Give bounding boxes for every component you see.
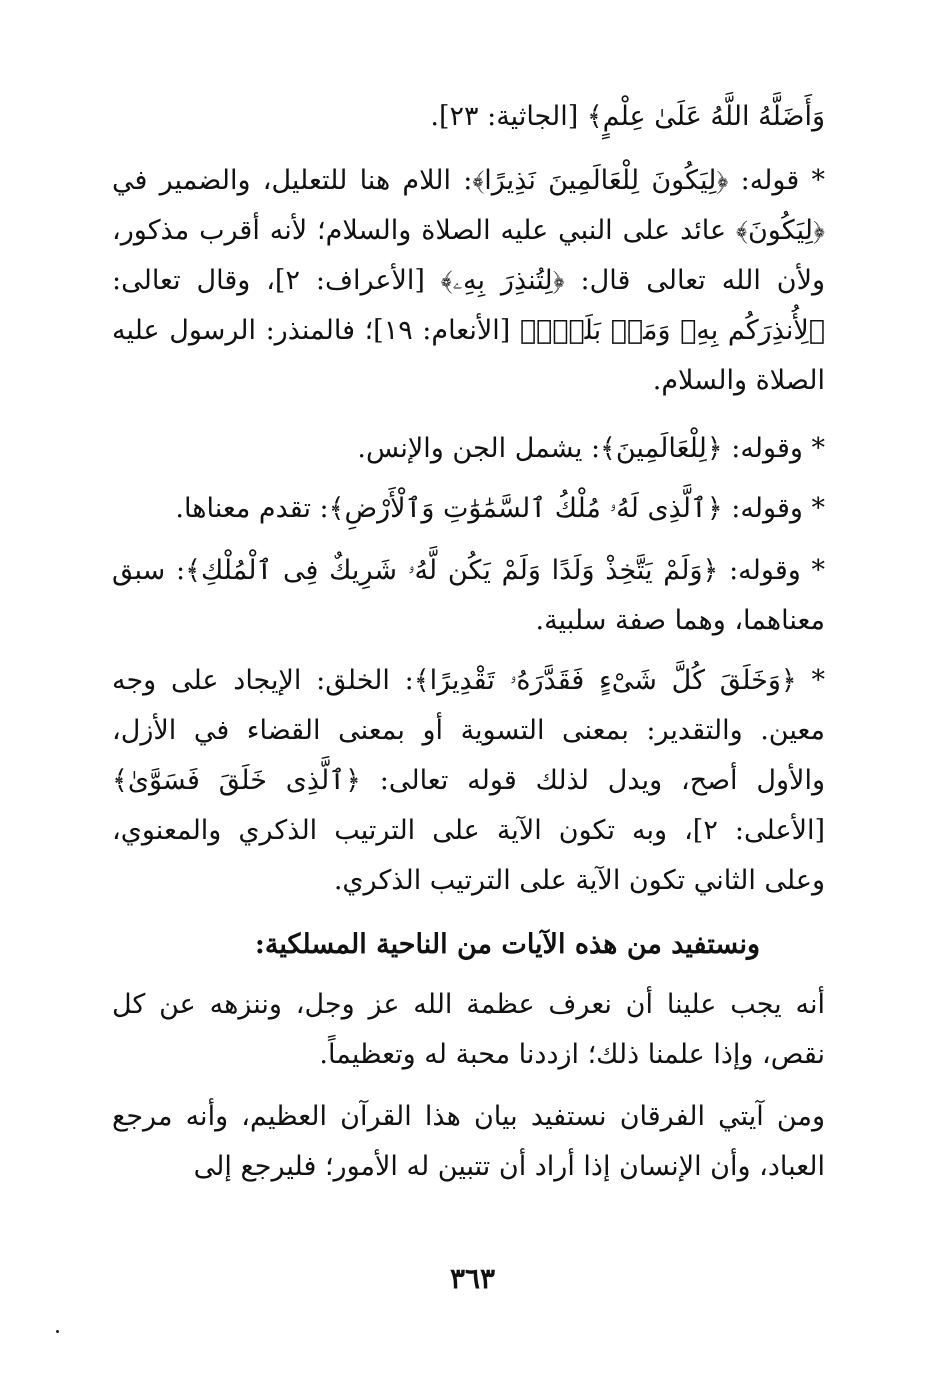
paragraph-walad: * وقوله: ﴿وَلَمْ يَتَّخِذْ وَلَدًا وَلَمْ يَكُن لَّهُۥ شَرِيكٌ فِى ٱلْمُلْكِ﴾: سبق معناهما، وهما صفة سلبية. bbox=[112, 555, 825, 636]
scan-speck bbox=[56, 1330, 59, 1333]
verse-continuation: وَأَضَلَّهُ اللَّهُ عَلَىٰ عِلْمٍ﴾ [الجاثية: ٢٣]. bbox=[430, 101, 825, 132]
paragraph-benefit: أنه يجب علينا أن نعرف عظمة الله عز وجل، وننزهه عن كل نقص، وإذا علمنا ذلك؛ ازددنا محبة له وتعظيماً. bbox=[112, 989, 825, 1070]
paragraph-nadhir: * قوله: ﴿لِيَكُونَ لِلْعَالَمِينَ نَذِيرًا﴾: اللام هنا للتعليل، والضمير في ﴿لِيَكُونَ﴾ عائد على النبي عليه الصلاة والسلام؛ لأنه أقرب مذكور، ولأن الله تعالى قال: ﴿لِتُنذِرَ بِهِۦ﴾ [الأعراف: ٢]، وقال تعالى: ﴿لِأُنذِرَكُم بِهِۦ وَمَنۢ بَلَغَۚ﴾ [الأنعام: ١٩]؛ فالمنذر: الرسول عليه الصلاة والسلام. bbox=[112, 165, 826, 396]
paragraph-khalq: * ﴿وَخَلَقَ كُلَّ شَىْءٍ فَقَدَّرَهُۥ تَقْدِيرًا﴾: الخلق: الإيجاد على وجه معين. والتقدير: بمعنى التسوية أو بمعنى القضاء في الأزل، والأول أصح، ويدل لذلك قوله تعالى: ﴿ٱلَّذِى خَلَقَ فَسَوَّىٰ﴾ [الأعلى: ٢]، وبه تكون الآية على الترتيب الذكري والمعنوي، وعلى الثاني تكون الآية على الترتيب الذكري. bbox=[112, 665, 826, 896]
paragraph-furqan: ومن آيتي الفرقان نستفيد بيان هذا القرآن العظيم، وأنه مرجع العباد، وأن الإنسان إذا أراد أن تتبين له الأمور؛ فليرجع إلى bbox=[112, 1101, 825, 1182]
section-heading: ونستفيد من هذه الآيات من الناحية المسلكية: bbox=[254, 929, 760, 960]
paragraph-mulk: * وقوله: ﴿ٱلَّذِى لَهُۥ مُلْكُ ٱلسَّمَٰوَٰتِ وَٱلْأَرْضِ﴾: تقدم معناها. bbox=[175, 493, 825, 524]
page-number: ٣٦٣ bbox=[449, 1262, 496, 1295]
paragraph-alamin: * وقوله: ﴿لِلْعَالَمِينَ﴾: يشمل الجن والإنس. bbox=[357, 433, 825, 464]
